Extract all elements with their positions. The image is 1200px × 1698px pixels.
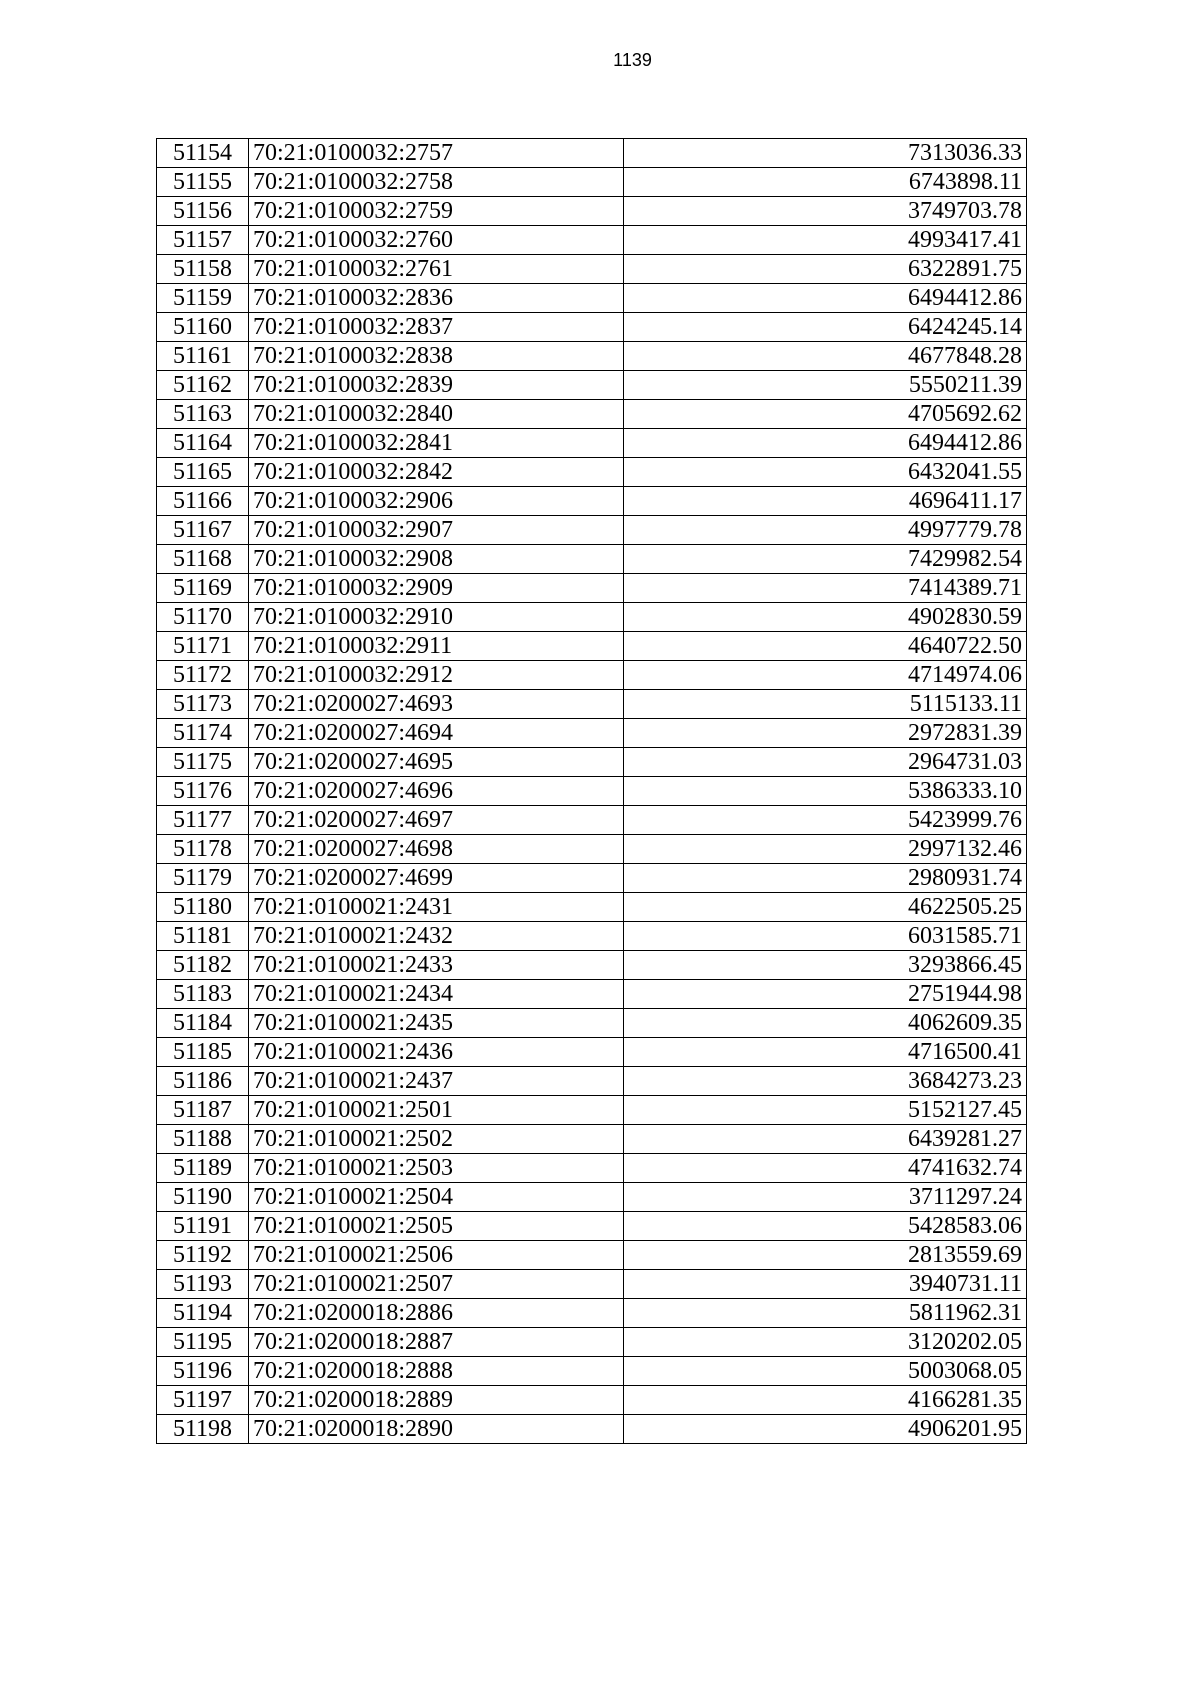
cadastral-number-cell: 70:21:0100032:2910 — [249, 603, 624, 632]
row-number-cell: 51182 — [157, 951, 249, 980]
cadastral-value-cell: 6031585.71 — [624, 922, 1027, 951]
row-number-cell: 51188 — [157, 1125, 249, 1154]
cadastral-value-cell: 5550211.39 — [624, 371, 1027, 400]
cadastral-number-cell: 70:21:0200018:2890 — [249, 1415, 624, 1444]
row-number-cell: 51166 — [157, 487, 249, 516]
table-row — [157, 1415, 1027, 1444]
page-number: 1139 — [613, 50, 652, 70]
cadastral-value-cell: 3120202.05 — [624, 1328, 1027, 1357]
cadastral-value-cell: 4741632.74 — [624, 1154, 1027, 1183]
cadastral-number-cell: 70:21:0200027:4696 — [249, 777, 624, 806]
table-row — [157, 1009, 1027, 1038]
row-number-cell: 51184 — [157, 1009, 249, 1038]
cadastral-value-cell: 2813559.69 — [624, 1241, 1027, 1270]
table-row — [157, 1241, 1027, 1270]
cadastral-number-cell: 70:21:0200018:2888 — [249, 1357, 624, 1386]
table-row — [157, 835, 1027, 864]
cadastral-value-cell: 5428583.06 — [624, 1212, 1027, 1241]
cadastral-value-cell: 3684273.23 — [624, 1067, 1027, 1096]
row-number-cell: 51189 — [157, 1154, 249, 1183]
table-row — [157, 864, 1027, 893]
cadastral-value-cell: 4906201.95 — [624, 1415, 1027, 1444]
cadastral-number-cell: 70:21:0100032:2907 — [249, 516, 624, 545]
cadastral-value-cell: 4902830.59 — [624, 603, 1027, 632]
cadastral-value-cell: 4622505.25 — [624, 893, 1027, 922]
row-number-cell: 51177 — [157, 806, 249, 835]
cadastral-value-cell: 4714974.06 — [624, 661, 1027, 690]
table-row — [157, 806, 1027, 835]
cadastral-value-cell: 2997132.46 — [624, 835, 1027, 864]
cadastral-number-cell: 70:21:0200027:4694 — [249, 719, 624, 748]
table-row — [157, 1038, 1027, 1067]
row-number-cell: 51179 — [157, 864, 249, 893]
cadastral-value-cell: 4166281.35 — [624, 1386, 1027, 1415]
row-number-cell: 51187 — [157, 1096, 249, 1125]
table-row — [157, 1154, 1027, 1183]
cadastral-number-cell: 70:21:0100021:2503 — [249, 1154, 624, 1183]
table-row — [157, 429, 1027, 458]
cadastral-value-cell: 4716500.41 — [624, 1038, 1027, 1067]
table-row — [157, 400, 1027, 429]
cadastral-value-cell: 6322891.75 — [624, 255, 1027, 284]
cadastral-value-cell: 4705692.62 — [624, 400, 1027, 429]
cadastral-value-cell: 5386333.10 — [624, 777, 1027, 806]
table-row — [157, 197, 1027, 226]
cadastral-value-cell: 7313036.33 — [624, 139, 1027, 168]
cadastral-number-cell: 70:21:0100032:2906 — [249, 487, 624, 516]
row-number-cell: 51157 — [157, 226, 249, 255]
cadastral-number-cell: 70:21:0100021:2437 — [249, 1067, 624, 1096]
cadastral-number-cell: 70:21:0200027:4695 — [249, 748, 624, 777]
table-row — [157, 458, 1027, 487]
cadastral-value-cell: 2751944.98 — [624, 980, 1027, 1009]
row-number-cell: 51160 — [157, 313, 249, 342]
cadastral-number-cell: 70:21:0100021:2505 — [249, 1212, 624, 1241]
cadastral-number-cell: 70:21:0100032:2839 — [249, 371, 624, 400]
cadastral-number-cell: 70:21:0100021:2504 — [249, 1183, 624, 1212]
cadastral-number-cell: 70:21:0100032:2841 — [249, 429, 624, 458]
cadastral-number-cell: 70:21:0100032:2761 — [249, 255, 624, 284]
table-row — [157, 574, 1027, 603]
cadastral-number-cell: 70:21:0100032:2842 — [249, 458, 624, 487]
cadastral-number-cell: 70:21:0100032:2757 — [249, 139, 624, 168]
cadastral-value-cell: 4993417.41 — [624, 226, 1027, 255]
row-number-cell: 51156 — [157, 197, 249, 226]
table-row — [157, 1386, 1027, 1415]
cadastral-number-cell: 70:21:0100021:2507 — [249, 1270, 624, 1299]
cadastral-value-cell: 6743898.11 — [624, 168, 1027, 197]
row-number-cell: 51183 — [157, 980, 249, 1009]
cadastral-value-cell: 4062609.35 — [624, 1009, 1027, 1038]
cadastral-value-cell: 2972831.39 — [624, 719, 1027, 748]
table-row — [157, 487, 1027, 516]
cadastral-value-cell: 5003068.05 — [624, 1357, 1027, 1386]
row-number-cell: 51168 — [157, 545, 249, 574]
row-number-cell: 51178 — [157, 835, 249, 864]
cadastral-value-cell: 5115133.11 — [624, 690, 1027, 719]
table-row — [157, 516, 1027, 545]
cadastral-number-cell: 70:21:0100032:2760 — [249, 226, 624, 255]
row-number-cell: 51171 — [157, 632, 249, 661]
cadastral-number-cell: 70:21:0100021:2501 — [249, 1096, 624, 1125]
cadastral-value-cell: 6439281.27 — [624, 1125, 1027, 1154]
cadastral-number-cell: 70:21:0100032:2758 — [249, 168, 624, 197]
row-number-cell: 51172 — [157, 661, 249, 690]
row-number-cell: 51167 — [157, 516, 249, 545]
row-number-cell: 51159 — [157, 284, 249, 313]
cadastral-value-cell: 4696411.17 — [624, 487, 1027, 516]
cadastral-number-cell: 70:21:0200027:4699 — [249, 864, 624, 893]
row-number-cell: 51190 — [157, 1183, 249, 1212]
table-row — [157, 371, 1027, 400]
table-row — [157, 313, 1027, 342]
cadastral-value-cell: 7414389.71 — [624, 574, 1027, 603]
table-row — [157, 1096, 1027, 1125]
row-number-cell: 51164 — [157, 429, 249, 458]
row-number-cell: 51165 — [157, 458, 249, 487]
table-row — [157, 284, 1027, 313]
table-row — [157, 1183, 1027, 1212]
row-number-cell: 51195 — [157, 1328, 249, 1357]
table-row — [157, 1270, 1027, 1299]
table-row — [157, 1299, 1027, 1328]
cadastral-number-cell: 70:21:0100021:2435 — [249, 1009, 624, 1038]
row-number-cell: 51181 — [157, 922, 249, 951]
cadastral-number-cell: 70:21:0100032:2911 — [249, 632, 624, 661]
table-row — [157, 1328, 1027, 1357]
cadastral-value-cell: 6432041.55 — [624, 458, 1027, 487]
table-row — [157, 255, 1027, 284]
cadastral-number-cell: 70:21:0100032:2908 — [249, 545, 624, 574]
row-number-cell: 51191 — [157, 1212, 249, 1241]
table-row — [157, 603, 1027, 632]
cadastral-number-cell: 70:21:0200018:2886 — [249, 1299, 624, 1328]
row-number-cell: 51174 — [157, 719, 249, 748]
row-number-cell: 51198 — [157, 1415, 249, 1444]
row-number-cell: 51163 — [157, 400, 249, 429]
row-number-cell: 51169 — [157, 574, 249, 603]
cadastral-value-cell: 5811962.31 — [624, 1299, 1027, 1328]
cadastral-number-cell: 70:21:0100032:2837 — [249, 313, 624, 342]
cadastral-value-cell: 3293866.45 — [624, 951, 1027, 980]
table-row — [157, 777, 1027, 806]
cadastral-number-cell: 70:21:0100021:2436 — [249, 1038, 624, 1067]
cadastral-number-cell: 70:21:0100021:2431 — [249, 893, 624, 922]
cadastral-number-cell: 70:21:0100021:2432 — [249, 922, 624, 951]
cadastral-value-table — [156, 138, 1027, 1444]
table-row — [157, 545, 1027, 574]
table-row — [157, 719, 1027, 748]
cadastral-number-cell: 70:21:0100032:2912 — [249, 661, 624, 690]
row-number-cell: 51158 — [157, 255, 249, 284]
table-row — [157, 661, 1027, 690]
cadastral-number-cell: 70:21:0100032:2840 — [249, 400, 624, 429]
table-row — [157, 226, 1027, 255]
row-number-cell: 51197 — [157, 1386, 249, 1415]
row-number-cell: 51173 — [157, 690, 249, 719]
cadastral-value-cell: 4997779.78 — [624, 516, 1027, 545]
table-row — [157, 690, 1027, 719]
row-number-cell: 51193 — [157, 1270, 249, 1299]
cadastral-number-cell: 70:21:0100032:2838 — [249, 342, 624, 371]
table-row — [157, 632, 1027, 661]
table-row — [157, 168, 1027, 197]
row-number-cell: 51185 — [157, 1038, 249, 1067]
table-row — [157, 342, 1027, 371]
cadastral-number-cell: 70:21:0200027:4693 — [249, 690, 624, 719]
cadastral-number-cell: 70:21:0100021:2506 — [249, 1241, 624, 1270]
cadastral-number-cell: 70:21:0100021:2502 — [249, 1125, 624, 1154]
cadastral-value-cell: 3711297.24 — [624, 1183, 1027, 1212]
row-number-cell: 51162 — [157, 371, 249, 400]
row-number-cell: 51192 — [157, 1241, 249, 1270]
row-number-cell: 51175 — [157, 748, 249, 777]
cadastral-value-cell: 4677848.28 — [624, 342, 1027, 371]
cadastral-number-cell: 70:21:0200018:2889 — [249, 1386, 624, 1415]
cadastral-number-cell: 70:21:0100032:2836 — [249, 284, 624, 313]
cadastral-value-cell: 6424245.14 — [624, 313, 1027, 342]
cadastral-number-cell: 70:21:0200018:2887 — [249, 1328, 624, 1357]
cadastral-value-cell: 5423999.76 — [624, 806, 1027, 835]
cadastral-number-cell: 70:21:0100021:2433 — [249, 951, 624, 980]
table-row — [157, 1125, 1027, 1154]
table-body — [157, 139, 1027, 1444]
row-number-cell: 51196 — [157, 1357, 249, 1386]
row-number-cell: 51176 — [157, 777, 249, 806]
cadastral-value-cell: 5152127.45 — [624, 1096, 1027, 1125]
row-number-cell: 51180 — [157, 893, 249, 922]
cadastral-value-cell: 6494412.86 — [624, 429, 1027, 458]
cadastral-value-cell: 7429982.54 — [624, 545, 1027, 574]
cadastral-value-cell: 2964731.03 — [624, 748, 1027, 777]
table-row — [157, 1357, 1027, 1386]
table-row — [157, 139, 1027, 168]
cadastral-value-cell: 2980931.74 — [624, 864, 1027, 893]
row-number-cell: 51170 — [157, 603, 249, 632]
table-row — [157, 748, 1027, 777]
cadastral-number-cell: 70:21:0100021:2434 — [249, 980, 624, 1009]
row-number-cell: 51186 — [157, 1067, 249, 1096]
table-row — [157, 951, 1027, 980]
row-number-cell: 51161 — [157, 342, 249, 371]
cadastral-number-cell: 70:21:0200027:4697 — [249, 806, 624, 835]
cadastral-number-cell: 70:21:0200027:4698 — [249, 835, 624, 864]
cadastral-number-cell: 70:21:0100032:2759 — [249, 197, 624, 226]
cadastral-value-cell: 6494412.86 — [624, 284, 1027, 313]
table-row — [157, 980, 1027, 1009]
row-number-cell: 51154 — [157, 139, 249, 168]
table-row — [157, 1212, 1027, 1241]
table-row — [157, 893, 1027, 922]
cadastral-value-cell: 3940731.11 — [624, 1270, 1027, 1299]
cadastral-number-cell: 70:21:0100032:2909 — [249, 574, 624, 603]
table-row — [157, 1067, 1027, 1096]
row-number-cell: 51194 — [157, 1299, 249, 1328]
table-row — [157, 922, 1027, 951]
cadastral-value-cell: 4640722.50 — [624, 632, 1027, 661]
cadastral-value-cell: 3749703.78 — [624, 197, 1027, 226]
row-number-cell: 51155 — [157, 168, 249, 197]
